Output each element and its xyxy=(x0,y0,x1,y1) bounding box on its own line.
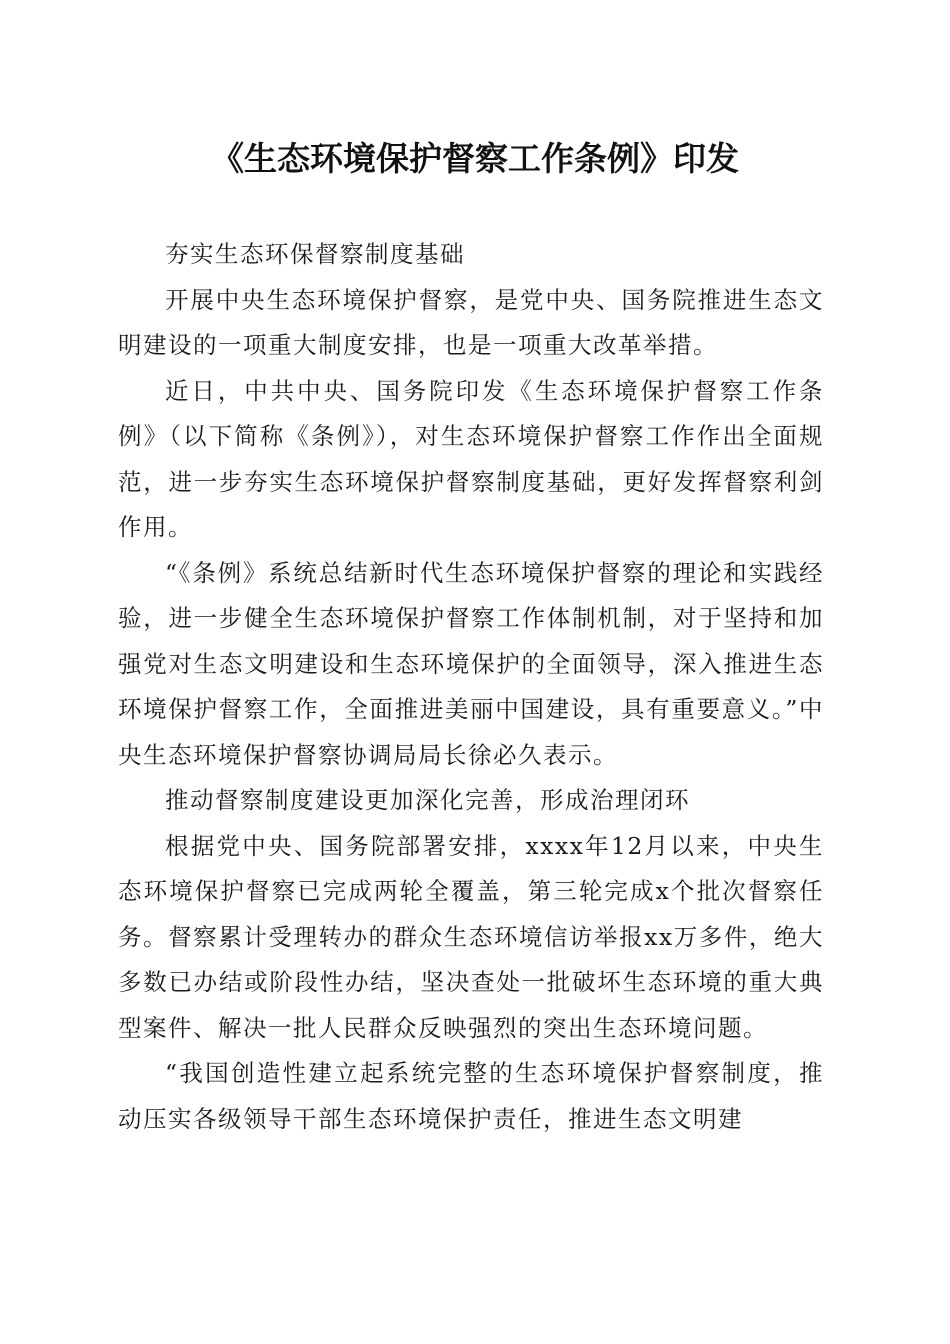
paragraph: 根据党中央、国务院部署安排，xxxx年12月以来，中央生态环境保护督察已完成两轮全覆盖，第三轮完成x个批次督察任务。督察累计受理转办的群众生态环境信访举报xx万多件，绝大多数已办结或阶段性办结，坚决查处一批破坏生态环境的重大典型案件、解决一批人民群众反映强烈的突出生态环境问题。 xyxy=(118,831,824,1042)
paragraph: “《条例》系统总结新时代生态环境保护督察的理论和实践经验，进一步健全生态环境保护督察工作体制机制，对于坚持和加强党对生态文明建设和生态环境保护的全面领导，深入推进生态环境保护督察工作，全面推进美丽中国建设，具有重要意义。”中央生态环境保护督察协调局局长徐必久表示。 xyxy=(118,558,824,769)
paragraph: “我国创造性建立起系统完整的生态环境保护督察制度，推动压实各级领导干部生态环境保护责任，推进生态文明建 xyxy=(118,1059,824,1133)
paragraph: 近日，中共中央、国务院印发《生态环境保护督察工作条例》（以下简称《条例》），对生态环境保护督察工作作出全面规范，进一步夯实生态环境保护督察制度基础，更好发挥督察利剑作用。 xyxy=(118,376,824,541)
document-title: 《生态环境保护督察工作条例》印发 xyxy=(211,139,739,178)
document-body xyxy=(118,232,824,1142)
paragraph: 开展中央生态环境保护督察，是党中央、国务院推进生态文明建设的一项重大制度安排，也是一项重大改革举措。 xyxy=(118,285,824,359)
section-heading: 推动督察制度建设更加深化完善，形成治理闭环 xyxy=(165,786,690,814)
section-heading: 夯实生态环保督察制度基础 xyxy=(165,240,465,268)
